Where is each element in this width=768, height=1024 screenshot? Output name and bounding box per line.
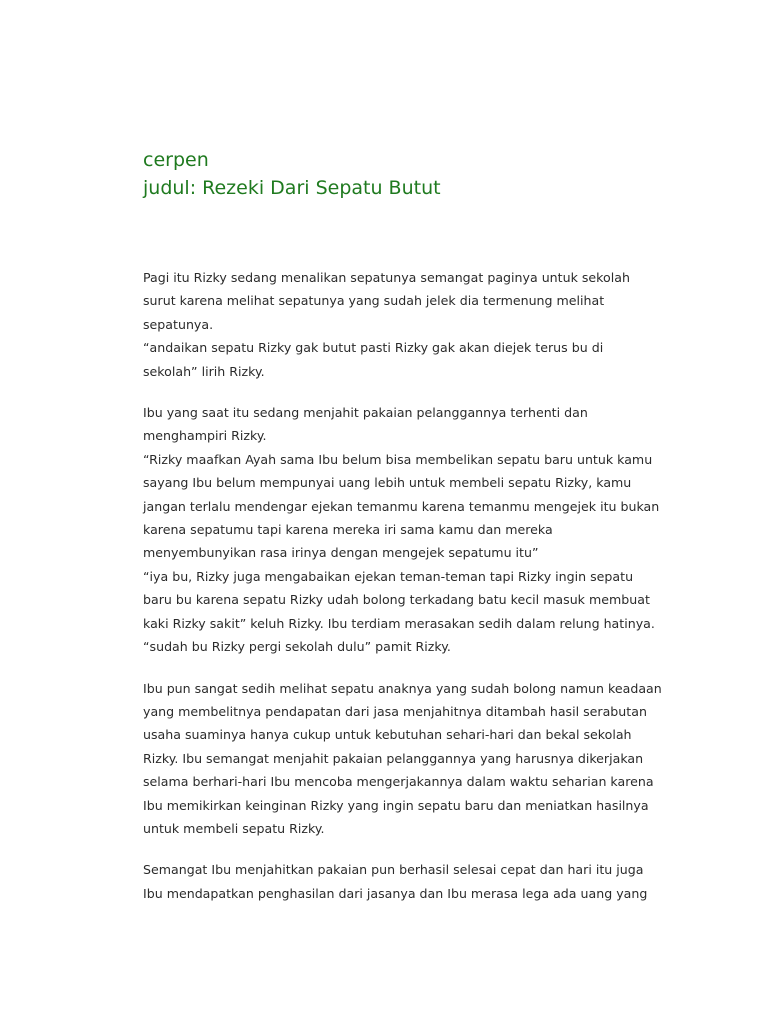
text-line: usaha suaminya hanya cukup untuk kebutuhan sehari-hari dan bekal sekolah — [143, 727, 632, 743]
text-line: sekolah” lirih Rizky. — [143, 363, 265, 379]
text-line: kaki Rizky sakit” keluh Rizky. Ibu terdiam merasakan sedih dalam relung hatinya. — [143, 615, 655, 631]
text-line: “sudah bu Rizky pergi sekolah dulu” pamit Rizky. — [143, 639, 451, 655]
text-line: Ibu yang saat itu sedang menjahit pakaian pelanggannya terhenti dan — [143, 405, 588, 421]
text-line: Ibu memikirkan keinginan Rizky yang ingin sepatu baru dan meniatkan hasilnya — [143, 797, 649, 813]
text-line: Pagi itu Rizky sedang menalikan sepatunya semangat paginya untuk sekolah — [143, 270, 630, 285]
text-line: surut karena melihat sepatunya yang sudah jelek dia termenung melihat — [143, 293, 605, 309]
paragraph-1 — [143, 266, 673, 383]
title-line-genre: cerpen — [143, 149, 209, 171]
text-line: baru bu karena sepatu Rizky udah bolong terkadang batu kecil masuk membuat — [143, 592, 650, 608]
text-line: Ibu mendapatkan penghasilan dari jasanya dan Ibu merasa lega ada uang yang — [143, 885, 648, 901]
title-line-judul: judul: Rezeki Dari Sepatu Butut — [143, 177, 441, 199]
text-line: Rizky. Ibu semangat menjahit pakaian pelanggannya yang harusnya dikerjakan — [143, 750, 644, 766]
paragraph-4 — [143, 858, 673, 905]
text-line: karena sepatumu tapi karena mereka iri sama kamu dan mereka — [143, 522, 553, 538]
paragraph-3 — [143, 677, 673, 841]
text-line: sayang Ibu belum mempunyai uang lebih untuk membeli sepatu Rizky, kamu — [143, 475, 632, 491]
paragraph-2 — [143, 401, 673, 658]
text-line: Semangat Ibu menjahitkan pakaian pun berhasil selesai cepat dan hari itu juga — [143, 862, 644, 878]
text-line: menyembunyikan rasa irinya dengan mengejek sepatumu itu” — [143, 545, 539, 561]
text-line: Ibu pun sangat sedih melihat sepatu anaknya yang sudah bolong namun keadaan — [143, 680, 662, 696]
text-line: jangan terlalu mendengar ejekan temanmu karena temanmu mengejek itu bukan — [143, 498, 660, 514]
document-title — [143, 146, 673, 202]
text-line: yang membelitnya pendapatan dari jasa menjahitnya ditambah hasil serabutan — [143, 703, 647, 719]
document-page — [143, 146, 673, 923]
text-line: sepatunya. — [143, 316, 214, 332]
text-line: menghampiri Rizky. — [143, 428, 267, 444]
text-line: “Rizky maafkan Ayah sama Ibu belum bisa membelikan sepatu baru untuk kamu — [143, 451, 653, 467]
story-body — [143, 266, 673, 905]
text-line: “iya bu, Rizky juga mengabaikan ejekan teman-teman tapi Rizky ingin sepatu — [143, 568, 634, 584]
text-line: selama berhari-hari Ibu mencoba mengerjakannya dalam waktu seharian karena — [143, 774, 654, 790]
text-line: “andaikan sepatu Rizky gak butut pasti Rizky gak akan diejek terus bu di — [143, 340, 604, 356]
text-line: untuk membeli sepatu Rizky. — [143, 820, 325, 836]
